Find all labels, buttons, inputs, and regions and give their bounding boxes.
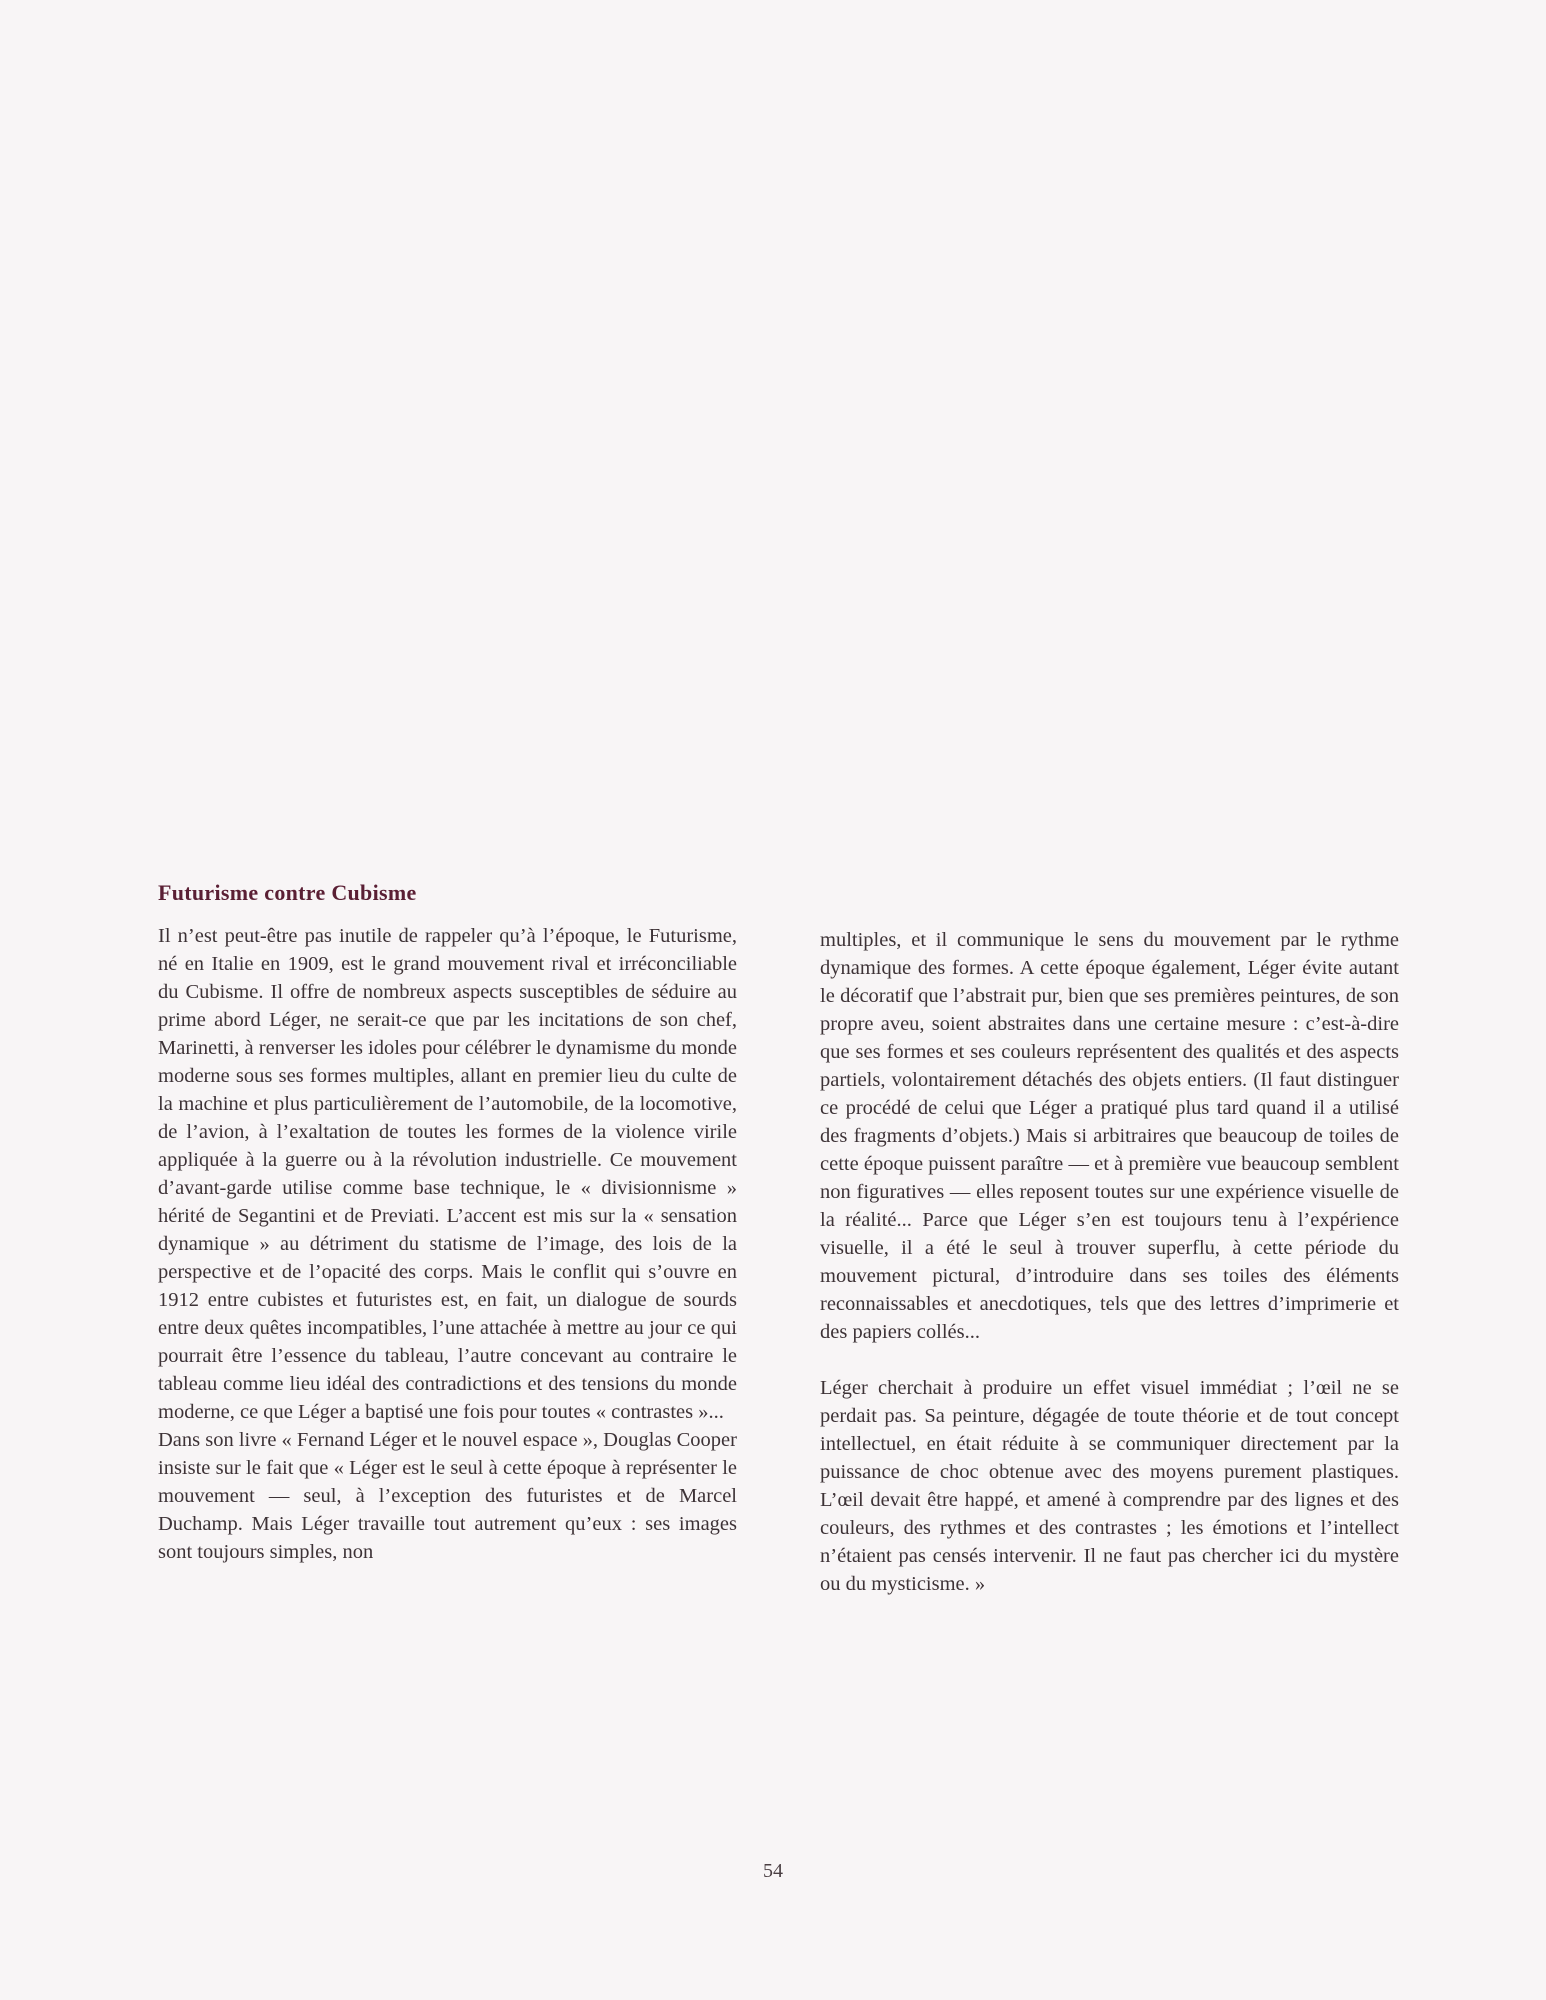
left-column <box>158 922 737 1566</box>
left-paragraph-1: Il n’est peut-être pas inutile de rappeler qu’à l’époque, le Futurisme, né en Italie en 1909, est le grand mouvement rival et irréconciliable du Cubisme. Il offre de nombreux aspects susceptibles de séduire au prime abord Léger, ne serait-ce que par les incitations de son chef, Marinetti, à renverser les idoles pour célébrer le dynamisme du monde moderne sous ses formes multiples, allant en premier lieu du culte de la machine et plus particulièrement de l’automobile, de la locomotive, de l’avion, à l’exaltation de toutes les formes de la violence virile appliquée à la guerre ou à la révolution industrielle. Ce mouvement d’avant-garde utilise comme base technique, le « divisionnisme » hérité de Segantini et de Previati. L’accent est mis sur la « sensation dynamique » au détriment du statisme de l’image, des lois de la perspective et de l’opacité des corps. Mais le conflit qui s’ouvre en 1912 entre cubistes et futuristes est, en fait, un dialogue de sourds entre deux quêtes incompatibles, l’une attachée à mettre au jour ce qui pourrait être l’essence du tableau, l’autre concevant au contraire le tableau comme lieu idéal des contradictions et des tensions du monde moderne, ce que Léger a baptisé une fois pour toutes « contrastes »... <box>158 925 737 1423</box>
right-column <box>820 926 1399 1598</box>
left-paragraph-2: Dans son livre « Fernand Léger et le nouvel espace », Douglas Cooper insiste sur le fait que « Léger est le seul à cette époque à représenter le mouvement — seul, à l’exception des futuristes et de Marcel Duchamp. Mais Léger travaille tout autrement qu’eux : ses images sont toujours simples, non <box>158 1429 737 1563</box>
section-title: Futurisme contre Cubisme <box>158 880 417 905</box>
right-paragraph-2: Léger cherchait à produire un effet visuel immédiat ; l’œil ne se perdait pas. Sa peinture, dégagée de toute théorie et de tout concept intellectuel, en était réduite à se communiquer directement par la puissance de choc obtenue avec des moyens purement plastiques. L’œil devait être happé, et amené à comprendre par des lignes et des couleurs, des rythmes et des contrastes ; les émotions et l’intellect n’étaient pas censés intervenir. Il ne faut pas chercher ici du mystère ou du mysticisme. » <box>820 1377 1399 1595</box>
right-paragraph-1: multiples, et il communique le sens du mouvement par le rythme dynamique des formes. A cette époque également, Léger évite autant le décoratif que l’abstrait pur, bien que ses premières peintures, de son propre aveu, soient abstraites dans une certaine mesure : c’est-à-dire que ses formes et ses couleurs représentent des qualités et des aspects partiels, volontairement détachés des objets entiers. (Il faut distinguer ce procédé de celui que Léger a pratiqué plus tard quand il a utilisé des fragments d’objets.) Mais si arbitraires que beaucoup de toiles de cette époque puissent paraître — et à première vue beaucoup semblent non figuratives — elles reposent toutes sur une expérience visuelle de la réalité... Parce que Léger s’en est toujours tenu à l’expérience visuelle, il a été le seul à trouver superflu, à cette période du mouvement pictural, d’introduire dans ses toiles des éléments reconnaissables et anecdotiques, tels que des lettres d’imprimerie et des papiers collés... <box>820 929 1399 1343</box>
page-number: 54 <box>763 1860 783 1882</box>
